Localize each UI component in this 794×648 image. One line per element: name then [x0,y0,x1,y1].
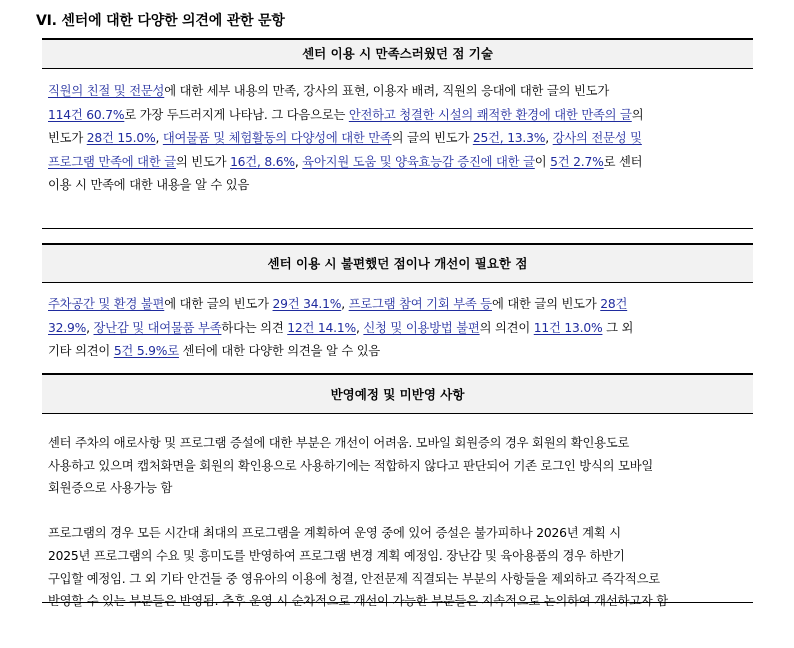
text-run: 에 대한 글의 빈도가 [491,297,601,311]
text-run: 반영할 수 있는 부분들은 반영됨. 추후 운영 시 순차적으로 개선이 가능한 부분들은 지속적으로 논의하여 개선하고자 함 [48,594,668,609]
highlighted-phrase: 장난감 및 대여물품 부족 [93,320,222,335]
text-run: 로 가장 두드러지게 나타남. 그 다음으로는 [124,107,349,122]
page-heading: VI. 센터에 대한 다양한 의견에 관한 문항 [36,13,285,29]
text-run: , [355,320,364,335]
highlighted-phrase: 5건 2.7% [550,154,604,169]
text-run: 이 [534,154,551,169]
text-run: 회원증으로 사용가능 함 [48,481,173,496]
highlighted-phrase: 신청 및 이용방법 불편 [363,320,480,335]
highlighted-phrase: 안전하고 청결한 시설의 쾌적한 환경에 대한 만족의 글 [348,107,632,122]
text-line [48,151,752,175]
section-header-inconvenience [42,243,753,283]
text-line [48,174,752,198]
text-line [48,568,752,591]
text-run: , [86,320,94,335]
highlighted-phrase: 프로그램 참여 기회 부족 등 [348,297,492,311]
page-bottom-divider [42,602,753,603]
highlighted-phrase: 114건 60.7% [48,107,125,122]
text-line [48,340,752,364]
text-line [48,317,752,341]
text-run: 2025년 프로그램의 수요 및 흥미도를 반영하여 프로그램 변경 계획 예정임. 장난감 및 육아용품의 경우 하반기 [48,548,625,563]
text-run: 그 외 [602,320,634,335]
highlighted-phrase: 16건, 8.6% [230,154,295,169]
section-title: 반영예정 및 미반영 사항 [330,387,465,402]
text-run: 의 의견이 [479,320,534,335]
section-header-satisfaction [42,38,753,69]
text-line [48,522,752,545]
section-body-reflection [48,432,752,613]
text-run: 이용 시 만족에 대한 내용을 알 수 있음 [48,178,250,192]
text-run: 의 [631,107,644,122]
text-run: 로 센터 [603,154,643,169]
text-run: , [341,297,349,311]
text-run: 에 대한 세부 내용의 만족, 강사의 표현, 이용자 배려, 직원의 응대에 대한 글의 빈도가 [164,84,609,98]
text-run: 기타 의견이 [48,344,114,358]
text-run: 의 빈도가 [175,154,231,169]
highlighted-phrase: 프로그램 만족에 대한 글 [48,154,176,169]
text-line [48,293,752,317]
text-run: 의 글의 빈도가 [391,131,473,145]
text-line [48,545,752,568]
highlighted-phrase: 12건 14.1% [287,320,356,335]
text-run: 에 대한 글의 빈도가 [164,297,273,311]
text-line [48,432,752,455]
highlighted-phrase: 25건, 13.3% [472,131,546,145]
text-run: 센터에 대한 다양한 의견을 알 수 있음 [178,344,381,358]
section-title: 센터 이용 시 불편했던 점이나 개선이 필요한 점 [267,256,528,271]
highlighted-phrase: 28건 [600,297,628,311]
section-body-satisfaction [48,80,752,198]
text-run: , [155,131,163,145]
text-run: 하다는 의견 [221,320,288,335]
text-run: 빈도가 [48,131,87,145]
text-run: 프로그램의 경우 모든 시간대 최대의 프로그램을 계획하여 운영 중에 있어 증설은 불가피하나 2026년 계획 시 [48,526,621,541]
highlighted-phrase: 강사의 전문성 및 [552,131,642,145]
text-line [48,104,752,128]
section-header-reflection [42,373,753,414]
highlighted-phrase: 11건 13.0% [533,320,603,335]
text-line [48,500,752,523]
highlighted-phrase: 육아지원 도움 및 양육효능감 증진에 대한 글 [302,154,535,169]
text-run: , [294,154,303,169]
section-title: 센터 이용 시 만족스러웠던 점 기술 [302,46,493,61]
highlighted-phrase: 대여물품 및 체험활동의 다양성에 대한 만족 [162,131,392,145]
text-run: 구입할 예정임. 그 외 기타 안건들 중 영유아의 이용에 청결, 안전문제 직결되는 부분의 사항들을 제외하고 즉각적으로 [48,571,660,586]
text-line [48,477,752,500]
highlighted-phrase: 직원의 친절 및 전문성 [48,84,165,98]
text-line [48,127,752,151]
text-run: 사용하고 있으며 캡처화면을 회원의 확인용으로 사용하기에는 적합하지 않다고 판단되어 기존 로그인 방식의 모바일 [48,458,654,473]
section-body-inconvenience [48,293,752,364]
highlighted-phrase: 5건 5.9%로 [113,344,179,358]
text-run: 센터 주차의 애로사항 및 프로그램 증설에 대한 부분은 개선이 어려움. 모바일 회원증의 경우 회원의 확인용도로 [48,436,630,450]
highlighted-phrase: 29건 34.1% [272,297,342,311]
highlighted-phrase: 주차공간 및 환경 불편 [48,297,165,311]
highlighted-phrase: 28건 15.0% [86,131,156,145]
section-divider [42,228,753,229]
text-line [48,455,752,478]
highlighted-phrase: 32.9% [48,320,87,335]
text-line [48,80,752,104]
text-run: , [545,131,553,145]
